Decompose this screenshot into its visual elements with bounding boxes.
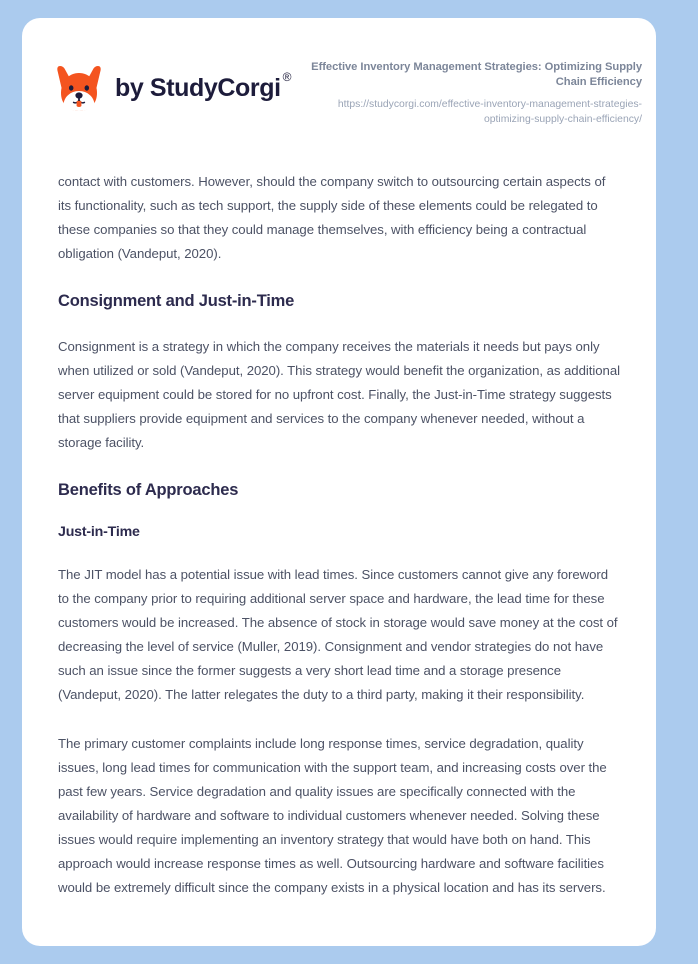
body-paragraph: Consignment is a strategy in which the company receives the materials it needs but pays only when utilized or sold (Vandeput, 2020). This strategy would benefit the organization, as additional server equipment could be stored for no upfront cost. Finally, the Just-in-Time strategy suggests that suppliers provide equipment and services to the company whenever needed, without a storage facility. <box>58 338 620 450</box>
document-source-url[interactable]: https://studycorgi.com/effective-inventory-management-strategies-optimizing-supply-chain-efficiency/ <box>337 99 642 126</box>
section-heading: Benefits of Approaches <box>58 480 239 499</box>
article-body <box>22 170 656 900</box>
document-page <box>22 18 656 946</box>
section-heading: Consignment and Just-in-Time <box>58 292 295 311</box>
brand-logo <box>56 60 292 112</box>
document-header <box>22 18 656 127</box>
subsection-heading: Just-in-Time <box>58 524 140 541</box>
registered-trademark-icon: ® <box>282 69 292 84</box>
document-meta <box>302 60 644 127</box>
body-paragraph: contact with customers. However, should the company switch to outsourcing certain aspects of its functionality, such as tech support, the supply side of these elements could be relegated to these companies so that they could manage themselves, with efficiency being a contractual obligation (Vandeput, 2020). <box>58 174 606 262</box>
brand-wordmark <box>115 69 292 102</box>
body-paragraph: The JIT model has a potential issue with lead times. Since customers cannot give any foreword to the company prior to requiring additional server space and hardware, the lead time for these customers would be increased. The absence of stock in storage would save money at the cost of decreasing the level of service (Muller, 2019). Consignment and vendor strategies do not have such an issue since the former suggests a very short lead time and a storage presence (Vandeput, 2020). The latter relegates the duty to a third party, making it their responsibility. <box>58 566 618 702</box>
body-paragraph: The primary customer complaints include long response times, service degradation, quality issues, long lead times for communication with the support team, and increasing costs over the past few years. Service degradation and quality issues are specifically connected with the availability of hardware and software to individual customers whenever needed. Solving these issues would require implementing an inventory strategy that would have both on hand. This approach would increase response times as well. Outsourcing hardware and software facilities would be extremely difficult since the company exists in a physical location and has its servers. <box>58 735 607 896</box>
document-title: Effective Inventory Management Strategies: Optimizing Supply Chain Efficiency <box>311 61 642 89</box>
corgi-head-icon <box>56 64 102 112</box>
brand-wordmark-text: by StudyCorgi <box>115 73 281 102</box>
